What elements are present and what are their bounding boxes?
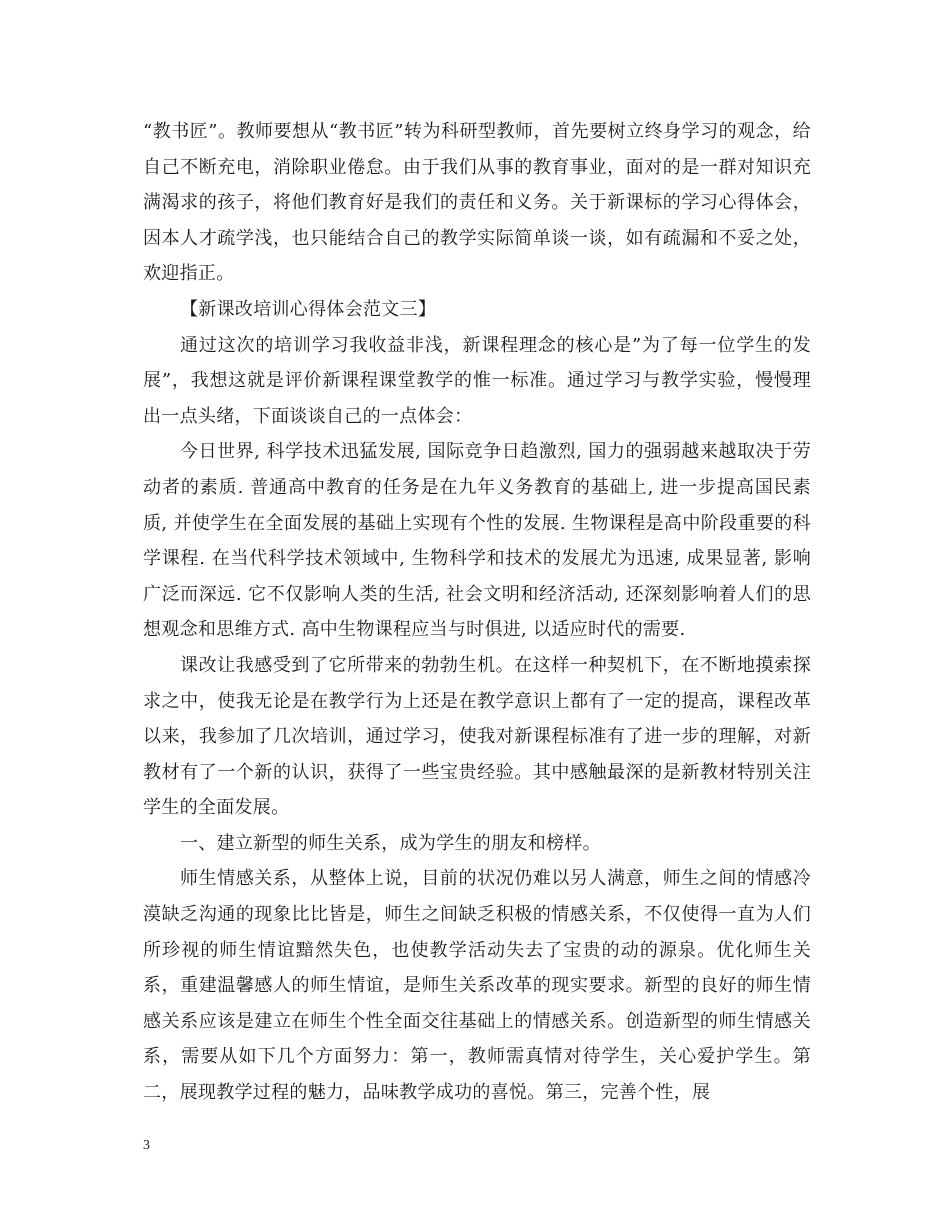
- document-body: [143, 114, 811, 1111]
- section-heading: 【新课改培训心得体会范文三】: [180, 298, 437, 320]
- paragraph-science-world: 今日世界, 科学技术迅猛发展, 国际竞争日趋激烈, 国力的强弱越来越取决于劳动者的素质. 普通高中教育的任务是在九年义务教育的基础上, 进一步提高国民素质, 并使学生在全面发展的基础上实现有个性的发展. 生物课程是高中阶段重要的科学课程. 在当代科学技术领域中, 生物科学和技术的发展尤为迅速, 成果显著, 影响广泛而深远. 它不仅影响人类的生活, 社会文明和经济活动, 还深刻影响着人们的思想观念和思维方式. 高中生物课程应当与时俱进, 以适应时代的需要.: [143, 441, 811, 641]
- paragraph-intro-continuation: “教书匠”。教师要想从“教书匠”转为科研型教师，首先要树立终身学习的观念，给自己不断充电，消除职业倦怠。由于我们从事的教育事业，面对的是一群对知识充满渴求的孩子，将他们教育好是我们的责任和义务。关于新课标的学习心得体会，因本人才疏学浅，也只能结合自己的教学实际简单谈一谈，如有疏漏和不妥之处，欢迎指正。: [143, 121, 811, 285]
- subheading-teacher-student: 一、建立新型的师生关系，成为学生的朋友和榜样。: [180, 832, 601, 854]
- paragraph-reform-vitality: 课改让我感受到了它所带来的勃勃生机。在这样一种契机下，在不断地摸索探求之中，使我无论是在教学行为上还是在教学意识上都有了一定的提高，课程改革以来，我参加了几次培训，通过学习，使我对新课程标准有了进一步的理解，对新教材有了一个新的认识，获得了一些宝贵经验。其中感触最深的是新教材特别关注学生的全面发展。: [143, 654, 811, 819]
- page-number: 3: [143, 1138, 150, 1153]
- paragraph-training-gain: 通过这次的培训学习我收益非浅，新课程理念的核心是”为了每一位学生的发展”，我想这就是评价新课程课堂教学的惟一标准。通过学习与教学实验，慢慢理出一点头绪，下面谈谈自己的一点体会：: [143, 334, 811, 427]
- paragraph-emotional-relationship: 师生情感关系，从整体上说，目前的状况仍难以另人满意，师生之间的情感冷漠缺乏沟通的现象比比皆是，师生之间缺乏积极的情感关系，不仅使得一直为人们所珍视的师生情谊黯然失色，也使教学活动失去了宝贵的动的源泉。优化师生关系，重建温馨感人的师生情谊，是师生关系改革的现实要求。新型的良好的师生情感关系应该是建立在师生个性全面交往基础上的情感关系。创造新型的师生情感关系，需要从如下几个方面努力：第一，教师需真情对待学生，关心爱护学生。第二，展现教学过程的魅力，品味教学成功的喜悦。第三，完善个性，展: [143, 868, 811, 1104]
